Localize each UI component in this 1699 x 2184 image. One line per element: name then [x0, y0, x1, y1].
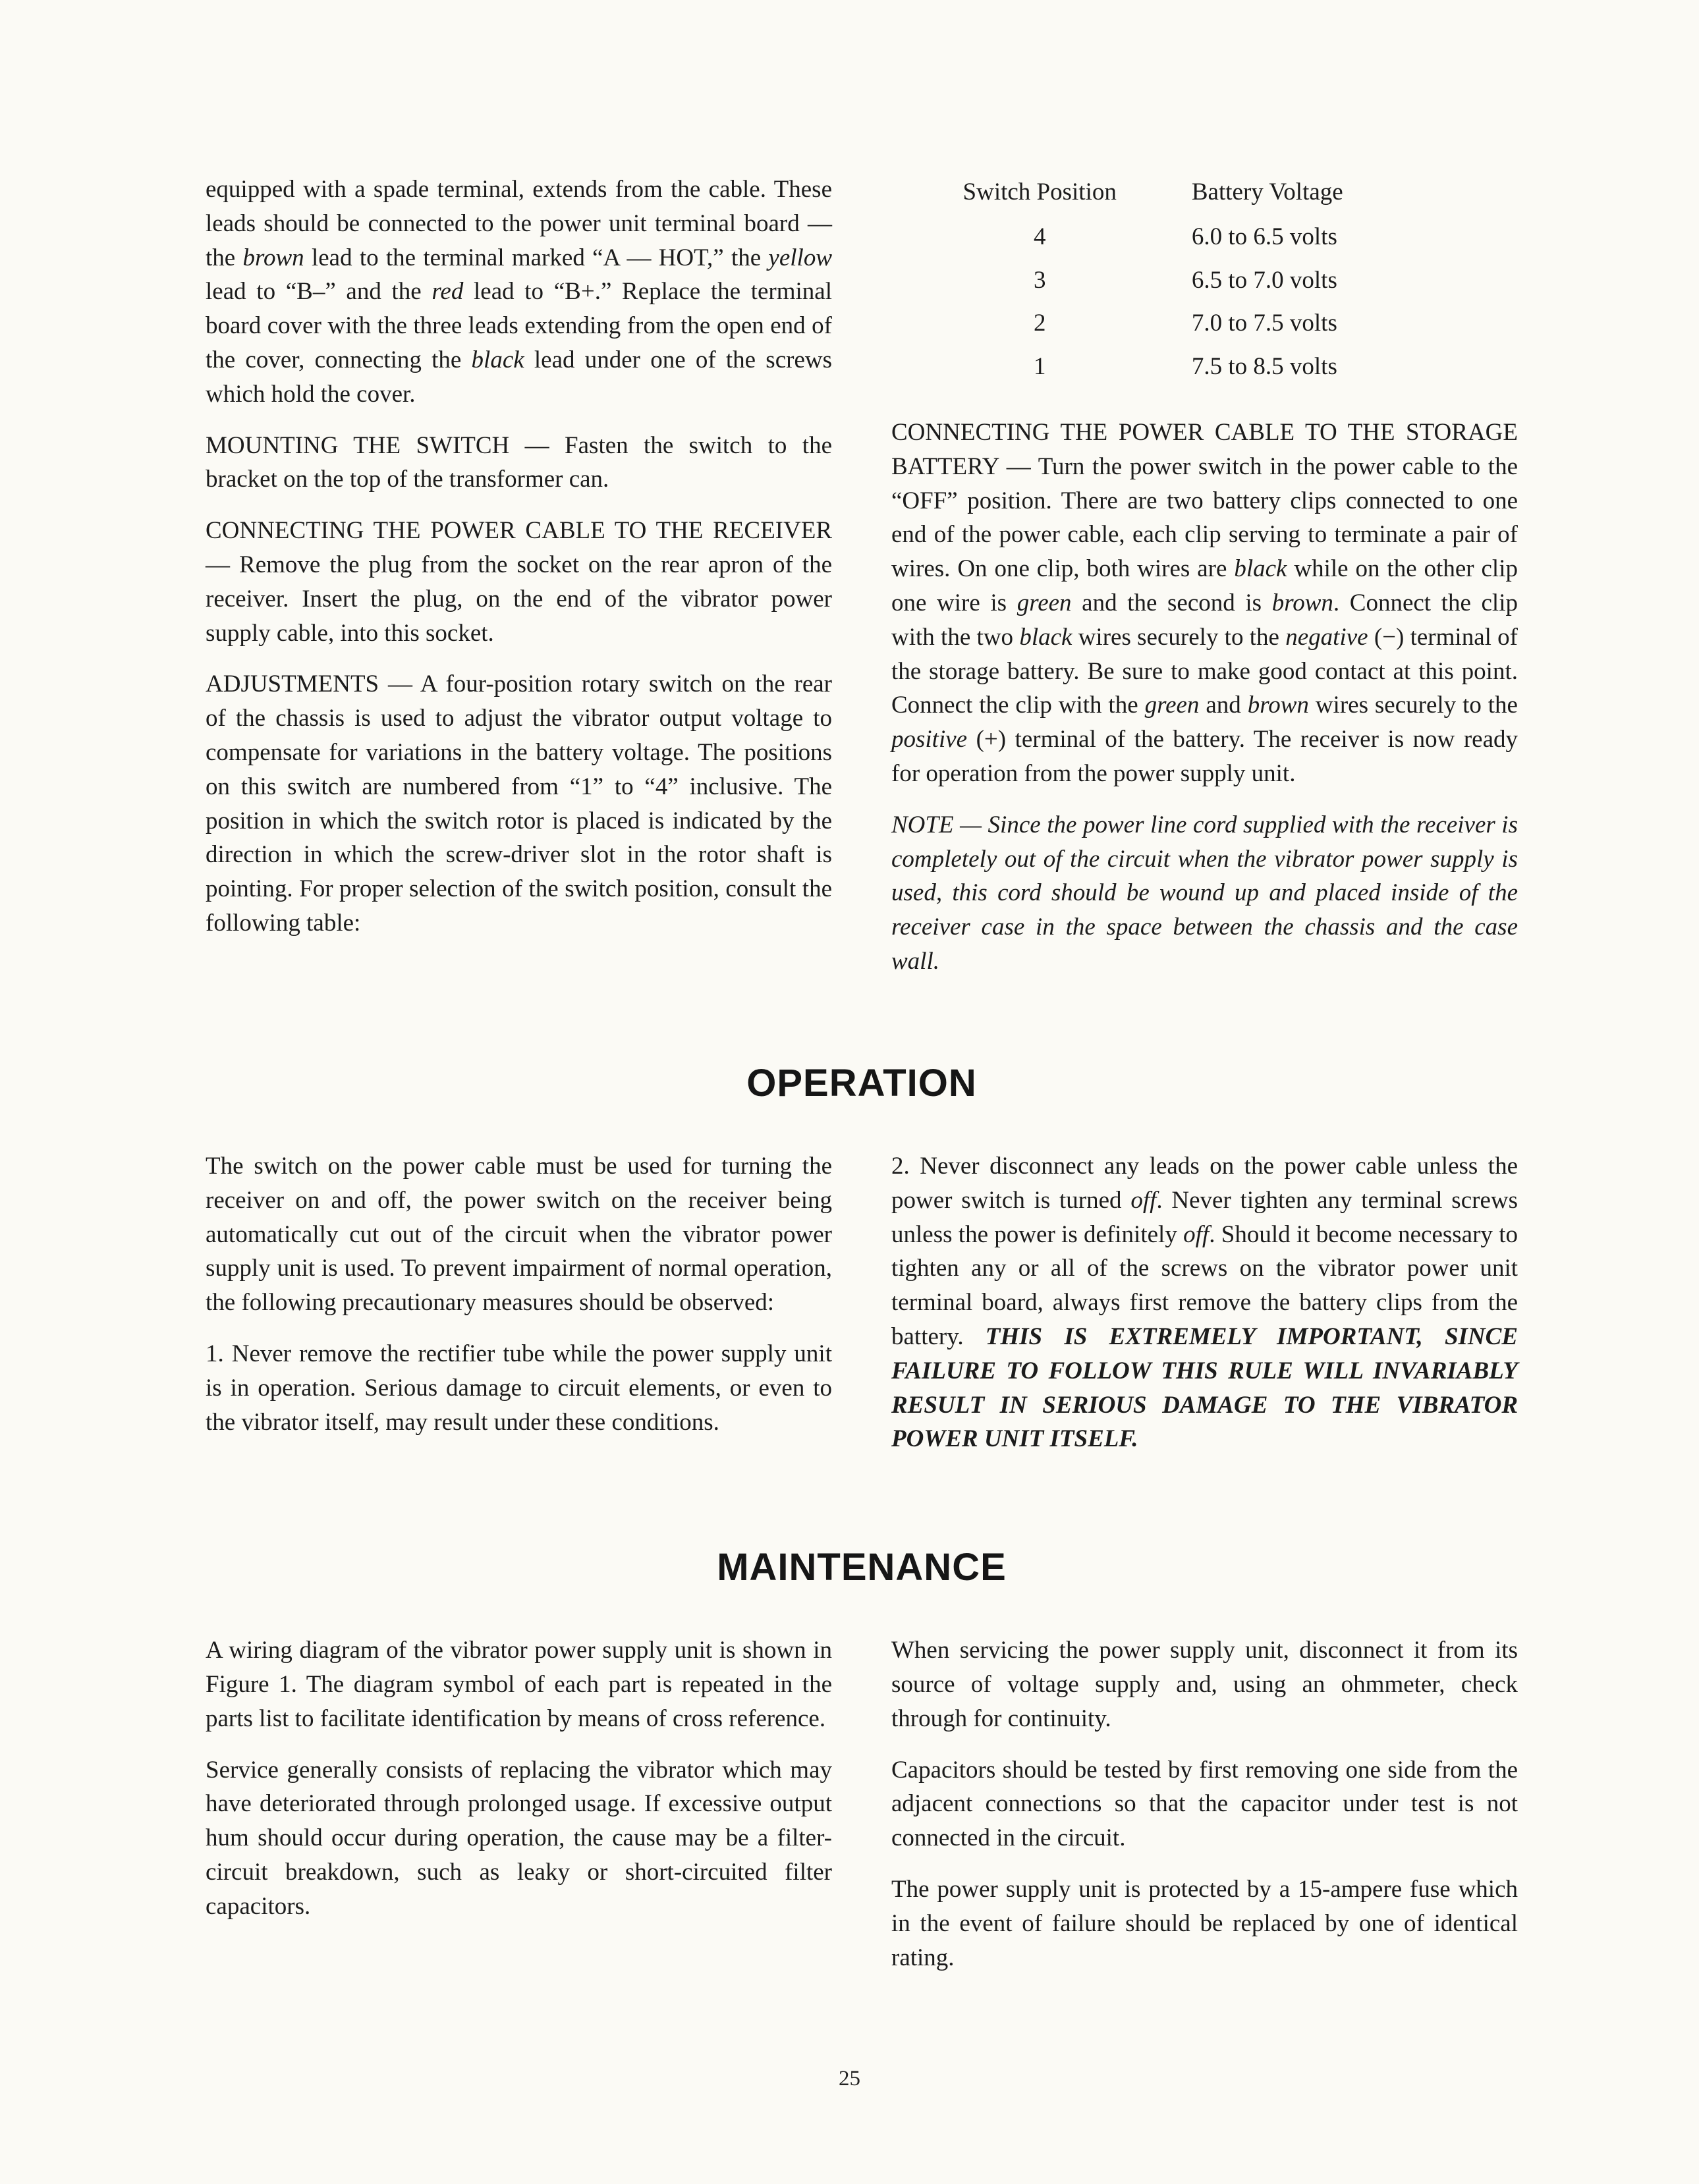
text-segment: negative [1285, 623, 1368, 651]
operation-right-column [891, 1149, 1518, 1456]
paragraph-connecting-receiver [206, 514, 832, 650]
text-segment: brown [1271, 589, 1333, 616]
switch-position-cell: 2 [1033, 310, 1046, 337]
text-segment: red [432, 278, 464, 306]
voltage-table-row [910, 262, 1499, 306]
text-segment: green [1017, 589, 1072, 616]
text-segment: lead to “B+.” Replace the terminal board cover with the three leads extending from the open end of the cover, connecting the [206, 278, 832, 373]
paragraph-capacitors [891, 1753, 1518, 1855]
switch-position-cell: 4 [1033, 223, 1046, 250]
paragraph-operation-rule-1 [206, 1337, 832, 1439]
paragraph-connecting-storage-battery [891, 416, 1518, 791]
paragraph-mounting-switch [206, 429, 832, 497]
text-segment: When servicing the power supply unit, disconnect it from its source of voltage supply and, using an ohmmeter, check through for continuity. [891, 1637, 1518, 1732]
top-left-column [206, 173, 832, 979]
text-segment: CONNECTING THE POWER CABLE TO THE RECEIVER — Remove the plug from the socket on the rear apron of the receiver. Insert the plug, on the end of the vibrator power supply cable, into this socket. [206, 517, 832, 647]
battery-voltage-cell: 7.0 to 7.5 volts [1191, 310, 1337, 337]
text-segment: lead under one of the screws which hold the cover. [206, 346, 832, 408]
maintenance-heading: MAINTENANCE [717, 1546, 1007, 1589]
text-segment: black [1234, 555, 1287, 583]
text-segment: brown [242, 244, 304, 271]
top-right-column [891, 173, 1518, 979]
text-segment: MOUNTING THE SWITCH — Fasten the switch to the bracket on the top of the transformer can. [206, 431, 832, 493]
text-segment: lead to the terminal marked “A — HOT,” the [304, 244, 769, 271]
text-segment: . Connect the clip with the two [891, 589, 1518, 651]
text-segment: and the second is [1071, 589, 1272, 616]
paragraph-fuse [891, 1872, 1518, 1975]
paragraph-operation-rule-2 [891, 1149, 1518, 1456]
paragraph-adjustments [206, 667, 832, 940]
text-segment: wires securely to the [1308, 692, 1518, 719]
battery-voltage-cell: 6.5 to 7.0 volts [1191, 266, 1337, 294]
paragraph-servicing [891, 1633, 1518, 1735]
text-segment: brown [1247, 692, 1309, 719]
page-content [206, 173, 1518, 1975]
operation-heading: OPERATION [746, 1061, 977, 1105]
text-segment: A wiring diagram of the vibrator power supply unit is shown in Figure 1. The diagram symbol of each part is repeated in the parts list to facilitate identification by means of cross reference. [206, 1637, 832, 1732]
text-segment: Capacitors should be tested by first removing one side from the adjacent connections so that the capacitor under test is not connected in the circuit. [891, 1756, 1518, 1852]
voltage-table-header-position: Switch Position [962, 178, 1117, 205]
paragraph-note [891, 808, 1518, 979]
text-segment: (−) terminal of the storage battery. Be sure to make good contact at this point. Connect the clip with the [891, 623, 1518, 719]
text-segment: . Never tighten any terminal screws unless the power is definitely [891, 1186, 1518, 1248]
page-number: 25 [839, 2067, 860, 2090]
text-segment: CONNECTING THE POWER CABLE TO THE STORAGE BATTERY — Turn the power switch in the power cable to the “OFF” position. There are two battery clips connected to one end of the power cable, each clip serving to terminate a pair of wires. On one clip, both wires are [891, 418, 1518, 583]
voltage-table-body [910, 219, 1499, 392]
text-segment: 1. Never remove the rectifier tube while the power supply unit is in operation. Serious damage to circuit elements, or even to the vibrator itself, may result under these conditions. [206, 1340, 832, 1436]
text-segment: off [1130, 1186, 1157, 1214]
paragraph-wiring-diagram [206, 1633, 832, 1735]
text-segment: NOTE — Since the power line cord supplied with the receiver is completely out of the circuit when the vibrator power supply is used, this cord should be wound up and placed inside of the receiver case in the space between the chassis and the case wall. [891, 811, 1518, 975]
voltage-table-head [910, 175, 1499, 219]
battery-voltage-cell: 7.5 to 8.5 volts [1191, 353, 1337, 381]
text-segment: off [1183, 1220, 1210, 1248]
battery-voltage-cell: 6.0 to 6.5 volts [1191, 223, 1337, 250]
voltage-table-header-voltage: Battery Voltage [1191, 178, 1343, 205]
operation-section [206, 1149, 1518, 1456]
text-segment: (+) terminal of the battery. The receiver is now ready for operation from the power supply unit. [891, 726, 1518, 787]
text-segment: black [1019, 623, 1072, 651]
paragraph-service [206, 1753, 832, 1924]
text-segment: and [1199, 692, 1248, 719]
voltage-table [910, 175, 1499, 392]
text-segment: THIS IS EXTREMELY IMPORTANT, SINCE FAILURE TO FOLLOW THIS RULE WILL INVARIABLY RESULT IN SERIOUS DAMAGE TO THE VIBRATOR POWER UNIT ITSELF. [891, 1323, 1518, 1453]
text-segment: yellow [768, 244, 833, 271]
text-segment: 2. Never disconnect any leads on the power cable unless the power switch is turned [891, 1152, 1518, 1214]
text-segment: green [1144, 692, 1200, 719]
text-segment: . Should it become necessary to tighten any or all of the screws on the vibrator power unit terminal board, always first remove the battery clips from the battery. [891, 1220, 1518, 1350]
text-segment: The power supply unit is protected by a 15-ampere fuse which in the event of failure should be replaced by one of identical rating. [891, 1876, 1518, 1971]
paragraph-operation-intro [206, 1149, 832, 1320]
text-segment: ADJUSTMENTS — A four-position rotary switch on the rear of the chassis is used to adjust the vibrator output voltage to compensate for variations in the battery voltage. The positions on this switch are numbered from “1” to “4” inclusive. The position in which the switch rotor is placed is indicated by the direction in which the screw-driver slot in the rotor shaft is pointing. For proper selection of the switch position, consult the following table: [206, 670, 832, 937]
switch-position-cell: 1 [1033, 353, 1046, 381]
voltage-table-row [910, 219, 1499, 262]
switch-position-cell: 3 [1033, 266, 1046, 294]
text-segment: while on the other clip one wire is [891, 555, 1518, 616]
text-segment: lead to “B–” and the [206, 278, 432, 306]
maintenance-right-column [891, 1633, 1518, 1975]
text-segment: The switch on the power cable must be used for turning the receiver on and off, the power switch on the receiver being automatically cut out of the circuit when the vibrator power supply unit is used. To prevent impairment of normal operation, the following precautionary measures should be observed: [206, 1152, 832, 1317]
maintenance-section [206, 1633, 1518, 1975]
text-segment: wires securely to the [1072, 623, 1286, 651]
operation-left-column [206, 1149, 832, 1456]
paragraph-leads [206, 173, 832, 412]
top-section [206, 173, 1518, 979]
text-segment: Service generally consists of replacing the vibrator which may have deteriorated through prolonged usage. If excessive output hum should occur during operation, the cause may be a filter-circuit breakdown, such as leaky or short-circuited filter capacitors. [206, 1756, 832, 1920]
maintenance-left-column [206, 1633, 832, 1975]
text-segment: equipped with a spade terminal, extends from the cable. These leads should be connected to the power unit terminal board — the [206, 176, 832, 271]
voltage-table-row [910, 305, 1499, 348]
voltage-table-header-row [910, 175, 1499, 219]
text-segment: positive [891, 726, 968, 753]
text-segment: black [471, 346, 524, 373]
voltage-table-row [910, 348, 1499, 392]
